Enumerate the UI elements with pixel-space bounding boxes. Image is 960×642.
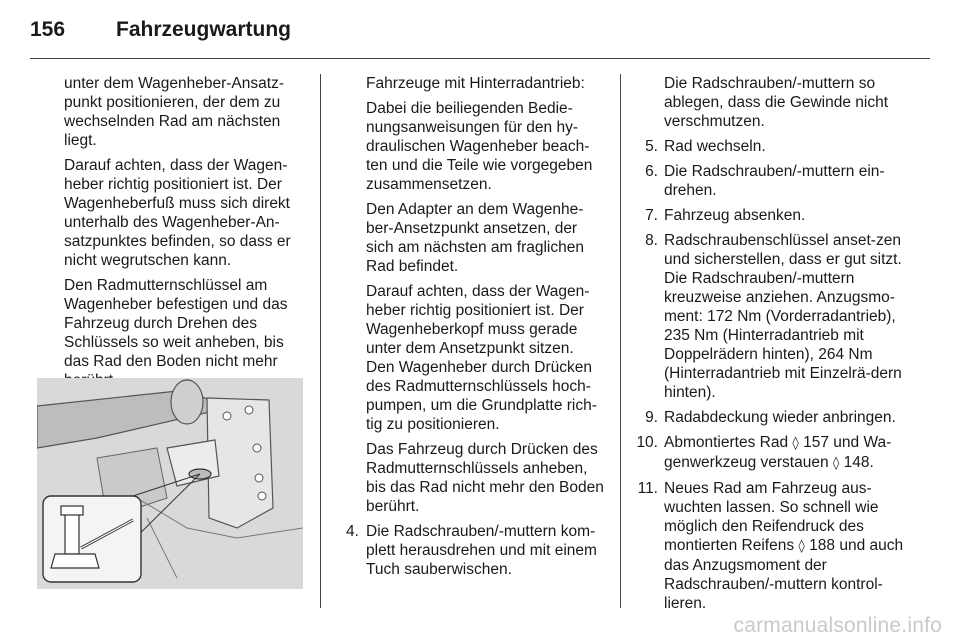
page-header — [30, 18, 291, 48]
page-reference-link[interactable]: 157 — [803, 434, 829, 451]
paragraph: Fahrzeuge mit Hinterradantrieb: — [366, 75, 585, 92]
list-text: Abmontiertes Rad — [664, 434, 793, 451]
header-rule — [30, 58, 930, 59]
list-number: 7. — [645, 207, 658, 224]
list-number: 6. — [645, 163, 658, 180]
column-right — [622, 74, 907, 619]
cross-reference-icon: ◊ — [832, 456, 840, 471]
cross-reference-icon: ◊ — [798, 539, 805, 554]
list-text: Radschraubenschlüssel anset-zen und sicherstellen, dass er gut sitzt. Die Radschrauben/-muttern kreuzweise anziehen. Anzugsmo-ment: 172 Nm (Vorderradantrieb), 235 Nm (Hinterradantrieb mit Doppelrädern hinten), 264 Nm (Hinterradantrieb mit Einzelrä-dern hinten). — [664, 232, 902, 401]
list-number: 4. — [346, 523, 359, 540]
list-text: Fahrzeug absenken. — [664, 207, 806, 224]
paragraph: Den Adapter an dem Wagenhe-ber-Ansetzpunkt ansetzen, der sich am nächsten am fraglichen Rad befindet. — [366, 201, 584, 275]
paragraph: unter dem Wagenheber-Ansatz-punkt positionieren, der dem zu wechselnden Rad am nächsten liegt. — [64, 75, 284, 149]
page-reference-link[interactable]: 148 — [843, 454, 870, 471]
jack-illustration — [37, 378, 303, 589]
list-item-continued — [622, 74, 907, 131]
list-text: Die Radschrauben/-muttern so ablegen, dass die Gewinde nicht verschmutzen. — [664, 75, 889, 130]
list-text: Die Radschrauben/-muttern kom-plett herausdrehen und mit einem Tuch sauberwischen. — [366, 523, 597, 578]
list-text: und Wa-genwerkzeug verstauen — [664, 434, 892, 471]
list-item — [346, 522, 606, 579]
cross-reference-icon: ◊ — [792, 436, 799, 451]
list-text: und auch das Anzugsmoment der Radschrauben/-muttern kontrol-lieren. — [664, 537, 904, 612]
list-number: 11. — [637, 480, 658, 497]
list-item — [622, 408, 907, 427]
list-text: Rad wechseln. — [664, 138, 766, 155]
list-number: 8. — [645, 232, 658, 249]
list-number: 5. — [645, 138, 658, 155]
paragraph: Dabei die beiliegenden Bedie-nungsanweisungen für den hy-draulischen Wagenheber beach-ten und die Teile wie vorgegeben zusammensetzen. — [366, 100, 593, 193]
list-number: 9. — [645, 409, 658, 426]
list-item — [622, 206, 907, 225]
list-item — [622, 162, 907, 200]
list-text: Die Radschrauben/-muttern ein-drehen. — [664, 163, 885, 199]
page-title: Fahrzeugwartung — [116, 18, 292, 41]
list-number: 10. — [636, 434, 658, 451]
list-item — [622, 479, 907, 613]
column-divider — [620, 74, 621, 608]
column-left — [64, 74, 309, 396]
list-text: Neues Rad am Fahrzeug aus-wuchten lassen. So schnell wie möglich den Reifendruck des montierten Reifens — [664, 480, 879, 554]
list-text: . — [869, 454, 874, 471]
list-item — [622, 433, 907, 473]
column-divider — [320, 74, 321, 608]
column-middle — [346, 74, 606, 585]
page-reference-link[interactable]: 188 — [809, 537, 836, 554]
page-number: 156 — [30, 18, 66, 41]
list-item — [622, 137, 907, 156]
paragraph: Den Radmutternschlüssel am Wagenheber befestigen und das Fahrzeug durch Drehen des Schlüssels so weit anheben, bis das Rad den Boden nicht mehr — [64, 277, 288, 370]
paragraph: Darauf achten, dass der Wagen-heber richtig positioniert ist. Der Wagenheberfuß muss sich direkt unterhalb des Wagenheber-An-satzpunktes befinden, so dass er nicht wegrutschen kann. — [64, 157, 291, 269]
paragraph: Das Fahrzeug durch Drücken des Radmutternschlüssels anheben, bis das Rad nicht mehr den Boden berührt. — [366, 441, 604, 515]
watermark: carmanualsonline.info — [733, 614, 942, 637]
list-item — [622, 231, 907, 402]
paragraph: Darauf achten, dass der Wagen-heber richtig positioniert ist. Der Wagenheberkopf muss gerade unter dem Ansetzpunkt sitzen. Den Wagenheber durch Drücken des Radmutternschlüssels hoch-pumpen, um die Grundplatte rich-tig zu positionieren. — [366, 283, 597, 433]
list-text: Radabdeckung wieder anbringen. — [664, 409, 896, 426]
